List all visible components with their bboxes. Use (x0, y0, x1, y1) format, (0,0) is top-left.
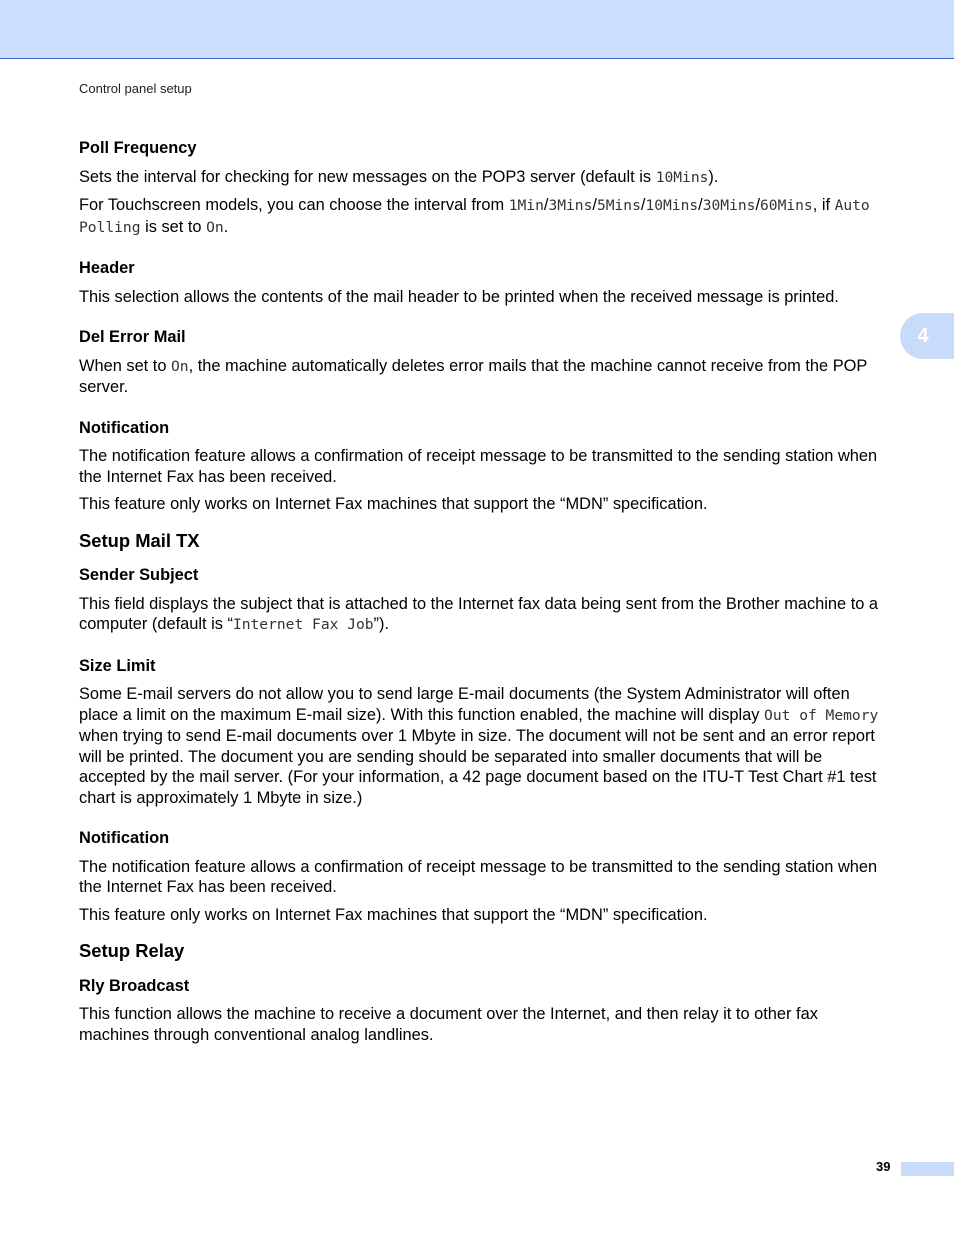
header-text: This selection allows the contents of the mail header to be printed when the received message is printed. (79, 287, 839, 306)
sender-subject-text: This field displays the subject that is attached to the Internet fax data being sent from the Brother machine to a computer (default is “Internet Fax Job”). (79, 594, 879, 633)
size-limit-heading: Size Limit (79, 656, 156, 675)
code-on: On (206, 218, 224, 236)
code-auto-polling: Auto Polling (79, 197, 870, 236)
running-header: Control panel setup (79, 81, 192, 96)
code-5mins: 5Mins (596, 197, 641, 214)
header-band (0, 0, 954, 59)
rly-broadcast-heading: Rly Broadcast (79, 976, 190, 995)
code-10mins-option: 10Mins (645, 197, 699, 214)
code-out-of-memory: Out of Memory (764, 706, 879, 724)
size-limit-text: Some E-mail servers do not allow you to send large E-mail documents (the System Administrator will often place a limit on the maximum E-mail size). With this function enabled, the machine will display Out of Memory when trying to send E-mail documents over 1 Mbyte in size. The document will not be sent and an error report will be printed. The document you are sending should be separated into smaller documents that will be accepted by the mail server. (For your information, a 42 page document based on the ITU-T Test Chart #1 test chart is approximately 1 Mbyte in size.) (79, 685, 879, 807)
notification-rx-text-1: The notification feature allows a confirmation of receipt message to be transmitted to the sending station when the Internet Fax has been received. (79, 447, 878, 486)
code-60mins: 60Mins (760, 197, 813, 214)
rly-broadcast-text: This function allows the machine to receive a document over the Internet, and then relay it to other fax machines through conventional analog landlines. (79, 1005, 818, 1044)
notification-rx-text-2: This feature only works on Internet Fax machines that support the “MDN” specification. (79, 495, 708, 513)
sender-subject-heading: Sender Subject (79, 566, 199, 584)
poll-frequency-default-text: Sets the interval for checking for new messages on the POP3 server (default is 10Mins). (79, 167, 719, 186)
page-number-bar (901, 1162, 954, 1176)
header-heading: Header (79, 259, 135, 277)
code-internet-fax-job: Internet Fax Job (232, 616, 374, 633)
code-3mins: 3Mins (548, 197, 593, 214)
notification-tx-heading: Notification (79, 829, 170, 847)
notification-tx-text-1: The notification feature allows a confirmation of receipt message to be transmitted to the sending station when the Internet Fax has been received. (79, 857, 878, 896)
del-error-mail-text: When set to On, the machine automatically deletes error mails that the machine cannot receive from the POP server. (79, 356, 868, 396)
code-1min: 1Min (508, 197, 544, 214)
poll-frequency-options-text: For Touchscreen models, you can choose the interval from 1Min/3Mins/5Mins/10Mins/30Mins/60Mins, if Auto Polling is set to On. (79, 196, 870, 236)
notification-tx-text-2: This feature only works on Internet Fax machines that support the “MDN” specification. (79, 905, 708, 924)
del-error-mail-heading: Del Error Mail (79, 328, 186, 346)
notification-rx-heading: Notification (79, 418, 170, 437)
chapter-tab: 4 (900, 313, 954, 359)
code-10mins: 10Mins (655, 168, 709, 186)
page-number: 39 (876, 1159, 891, 1174)
code-on: On (171, 357, 189, 375)
page-content (79, 128, 891, 1052)
setup-mail-tx-heading: Setup Mail TX (79, 529, 200, 551)
code-30mins: 30Mins (702, 197, 756, 214)
setup-relay-heading: Setup Relay (79, 940, 185, 961)
poll-frequency-heading: Poll Frequency (79, 139, 197, 157)
